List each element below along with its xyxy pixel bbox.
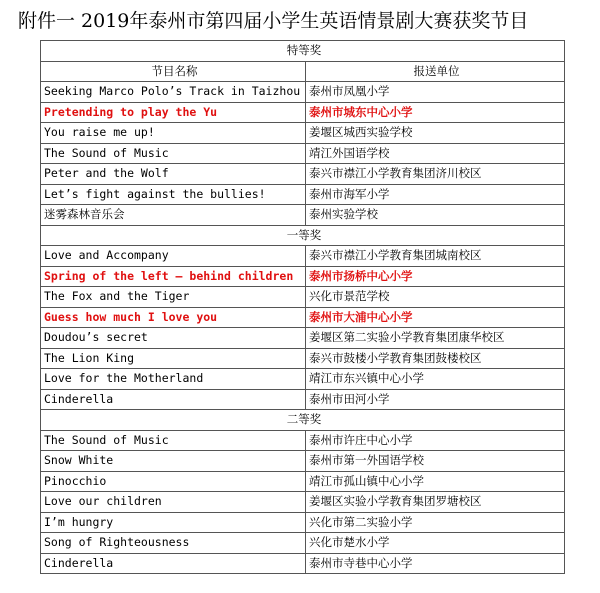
school-name-cell: 姜堰区第二实验小学教育集团康华校区 — [306, 328, 565, 349]
program-name-cell: You raise me up! — [41, 123, 306, 144]
column-header-row — [41, 61, 565, 82]
school-name-cell: 靖江外国语学校 — [306, 143, 565, 164]
school-name-cell: 泰州市凤凰小学 — [306, 82, 565, 103]
table-row — [41, 307, 565, 328]
table-row — [41, 246, 565, 267]
program-name-cell: 迷雾森林音乐会 — [41, 205, 306, 226]
table-row — [41, 82, 565, 103]
school-name-cell: 姜堰区实验小学教育集团罗塘校区 — [306, 492, 565, 513]
school-name-cell: 泰州市扬桥中心小学 — [306, 266, 565, 287]
column-header-school: 报送单位 — [306, 61, 565, 82]
school-name-cell: 靖江市东兴镇中心小学 — [306, 369, 565, 390]
school-name-cell: 姜堰区城西实验学校 — [306, 123, 565, 144]
school-name-cell: 泰州实验学校 — [306, 205, 565, 226]
program-name-cell: Spring of the left — behind children — [41, 266, 306, 287]
school-name-cell: 泰州市海军小学 — [306, 184, 565, 205]
awards-table-body — [41, 41, 565, 574]
table-row — [41, 369, 565, 390]
section-heading: 一等奖 — [41, 225, 565, 246]
program-name-cell: Pinocchio — [41, 471, 306, 492]
section-heading: 特等奖 — [41, 41, 565, 62]
program-name-cell: Guess how much I love you — [41, 307, 306, 328]
program-name-cell: Seeking Marco Polo’s Track in Taizhou — [41, 82, 306, 103]
section-heading: 二等奖 — [41, 410, 565, 431]
program-name-cell: The Sound of Music — [41, 430, 306, 451]
program-name-cell: Peter and the Wolf — [41, 164, 306, 185]
page-title: 附件一 2019年泰州市第四届小学生英语情景剧大赛获奖节目 — [18, 10, 529, 32]
table-row — [41, 184, 565, 205]
column-header-program: 节目名称 — [41, 61, 306, 82]
program-name-cell: Doudou’s secret — [41, 328, 306, 349]
program-name-cell: The Sound of Music — [41, 143, 306, 164]
table-row — [41, 389, 565, 410]
program-name-cell: I’m hungry — [41, 512, 306, 533]
program-name-cell: The Fox and the Tiger — [41, 287, 306, 308]
program-name-cell: Cinderella — [41, 389, 306, 410]
table-row — [41, 123, 565, 144]
program-name-cell: Love for the Motherland — [41, 369, 306, 390]
section-row — [41, 410, 565, 431]
school-name-cell: 泰州市寺巷中心小学 — [306, 553, 565, 574]
program-name-cell: The Lion King — [41, 348, 306, 369]
program-name-cell: Love our children — [41, 492, 306, 513]
program-name-cell: Pretending to play the Yu — [41, 102, 306, 123]
program-name-cell: Love and Accompany — [41, 246, 306, 267]
table-row — [41, 512, 565, 533]
school-name-cell: 泰州市第一外国语学校 — [306, 451, 565, 472]
program-name-cell: Let’s fight against the bullies! — [41, 184, 306, 205]
table-row — [41, 164, 565, 185]
table-row — [41, 492, 565, 513]
school-name-cell: 泰兴市襟江小学教育集团城南校区 — [306, 246, 565, 267]
table-row — [41, 533, 565, 554]
table-row — [41, 102, 565, 123]
program-name-cell: Snow White — [41, 451, 306, 472]
table-row — [41, 143, 565, 164]
table-row — [41, 328, 565, 349]
table-row — [41, 430, 565, 451]
section-row — [41, 225, 565, 246]
school-name-cell: 兴化市景范学校 — [306, 287, 565, 308]
table-row — [41, 451, 565, 472]
table-row — [41, 471, 565, 492]
school-name-cell: 泰州市城东中心小学 — [306, 102, 565, 123]
table-row — [41, 266, 565, 287]
school-name-cell: 兴化市楚水小学 — [306, 533, 565, 554]
table-row — [41, 553, 565, 574]
school-name-cell: 泰州市田河小学 — [306, 389, 565, 410]
program-name-cell: Cinderella — [41, 553, 306, 574]
school-name-cell: 兴化市第二实验小学 — [306, 512, 565, 533]
school-name-cell: 靖江市孤山镇中心小学 — [306, 471, 565, 492]
school-name-cell: 泰州市许庄中心小学 — [306, 430, 565, 451]
school-name-cell: 泰州市大浦中心小学 — [306, 307, 565, 328]
table-row — [41, 287, 565, 308]
school-name-cell: 泰兴市鼓楼小学教育集团鼓楼校区 — [306, 348, 565, 369]
table-row — [41, 205, 565, 226]
awards-table — [40, 40, 565, 574]
school-name-cell: 泰兴市襟江小学教育集团济川校区 — [306, 164, 565, 185]
program-name-cell: Song of Righteousness — [41, 533, 306, 554]
section-row — [41, 41, 565, 62]
table-row — [41, 348, 565, 369]
